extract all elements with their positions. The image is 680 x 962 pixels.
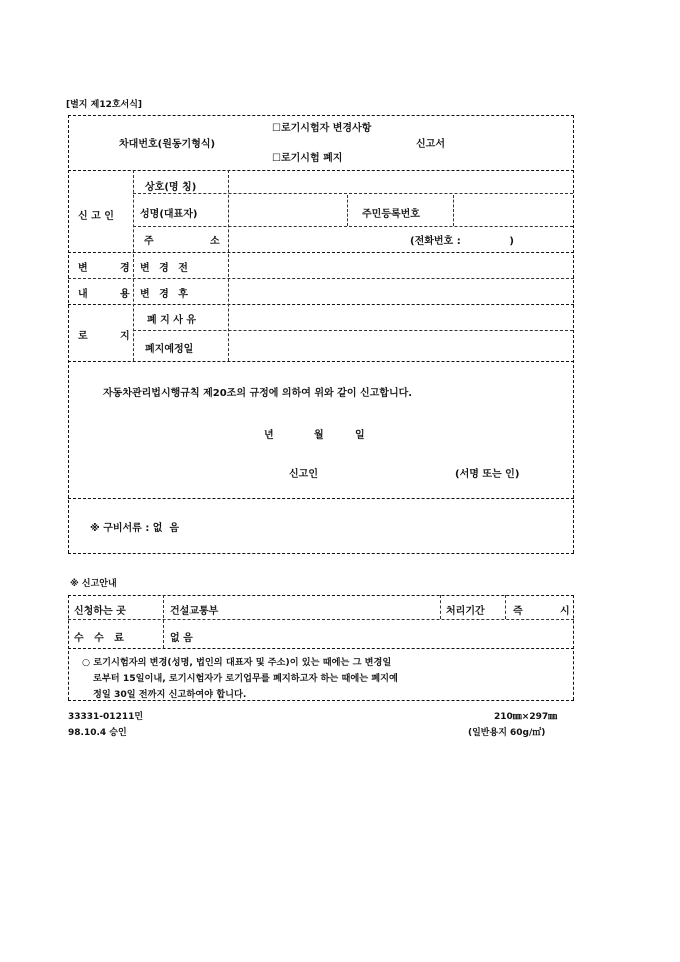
option-closure-label: 로기시험 폐지 bbox=[280, 153, 343, 164]
submit-location-value: 건설교통부 bbox=[170, 606, 219, 617]
option-change-checkbox[interactable]: ☐로기시험자 변경사항 bbox=[272, 123, 372, 134]
address-field[interactable] bbox=[232, 228, 402, 250]
guide-note-line2: 로부터 15일이내, 로기시험자가 로기업무를 폐지하고자 하는 때에는 폐지예 bbox=[93, 673, 398, 684]
phone-label: (전화번호 : ) bbox=[410, 236, 515, 247]
closure-reason-label: 폐 지 사 유 bbox=[147, 315, 197, 326]
name-representative-label: 성명(대표자) bbox=[140, 209, 198, 220]
processing-period-value-a: 즉 bbox=[513, 606, 523, 617]
address-label-a: 주 bbox=[144, 236, 154, 247]
declaration-text: 자동차관리법시행규칙 제20조의 규정에 의하여 위와 같이 신고합니다. bbox=[103, 388, 413, 399]
form-number-label: [별지 제12호서식] bbox=[66, 100, 143, 110]
vin-engine-title: 차대번호(원동기형식) bbox=[119, 139, 216, 150]
paper-type: (일반용지 60g/㎡) bbox=[468, 728, 546, 738]
after-change-field[interactable] bbox=[232, 280, 570, 302]
fee-label: 수 수 료 bbox=[74, 633, 124, 644]
closure-date-field[interactable] bbox=[232, 332, 570, 359]
required-documents: ※ 구비서류 : 없 음 bbox=[90, 523, 180, 534]
before-change-field[interactable] bbox=[232, 254, 570, 276]
address-label-b: 소 bbox=[210, 236, 220, 247]
change-label-b: 경 bbox=[120, 263, 130, 274]
content-label-a: 내 bbox=[78, 289, 88, 300]
processing-period-value-b: 시 bbox=[560, 606, 570, 617]
before-change-label: 변 경 전 bbox=[140, 263, 191, 274]
option-change-label: 로기시험자 변경사항 bbox=[280, 123, 372, 134]
guide-note-line3: 정일 30일 전까지 신고하여야 합니다. bbox=[93, 689, 247, 700]
form-code: 33331-01211민 bbox=[68, 712, 144, 722]
closure-label-a: 로 bbox=[78, 331, 88, 342]
guide-title: ※ 신고안내 bbox=[70, 579, 117, 589]
name-field[interactable] bbox=[232, 197, 344, 223]
after-change-label: 변 경 후 bbox=[140, 289, 191, 300]
closure-reason-field[interactable] bbox=[232, 306, 570, 328]
date-day: 일 bbox=[355, 430, 365, 441]
guide-note-line1: ○ 로기시험자의 변경(성명, 법인의 대표자 및 주소)이 있는 때에는 그 변경일 bbox=[82, 657, 392, 668]
approval-date: 98.10.4 승인 bbox=[68, 728, 127, 738]
processing-period-label: 처리기간 bbox=[446, 606, 485, 617]
resident-number-label: 주민등록번호 bbox=[362, 209, 420, 220]
fee-value: 없 음 bbox=[170, 633, 193, 644]
change-label-a: 변 bbox=[78, 263, 88, 274]
applicant-sign-label: 신고인 bbox=[289, 469, 318, 480]
closure-label-b: 지 bbox=[120, 331, 130, 342]
trade-name-label: 상호(명 칭) bbox=[145, 182, 197, 193]
trade-name-field[interactable] bbox=[232, 172, 570, 192]
date-year: 년 bbox=[264, 430, 274, 441]
option-closure-checkbox[interactable]: ☐로기시험 폐지 bbox=[272, 153, 343, 164]
guide-note bbox=[82, 655, 398, 703]
content-label-b: 용 bbox=[120, 289, 130, 300]
date-month: 월 bbox=[314, 430, 324, 441]
form-title-suffix: 신고서 bbox=[416, 139, 445, 150]
submit-location-label: 신청하는 곳 bbox=[74, 606, 126, 617]
applicant-section-label: 신 고 인 bbox=[78, 211, 114, 222]
paper-size: 210㎜×297㎜ bbox=[494, 712, 558, 722]
signature-note: (서명 또는 인) bbox=[455, 469, 520, 480]
signature-field[interactable] bbox=[335, 460, 445, 480]
resident-number-field[interactable] bbox=[457, 197, 569, 223]
closure-date-label: 폐지예정일 bbox=[145, 344, 194, 355]
